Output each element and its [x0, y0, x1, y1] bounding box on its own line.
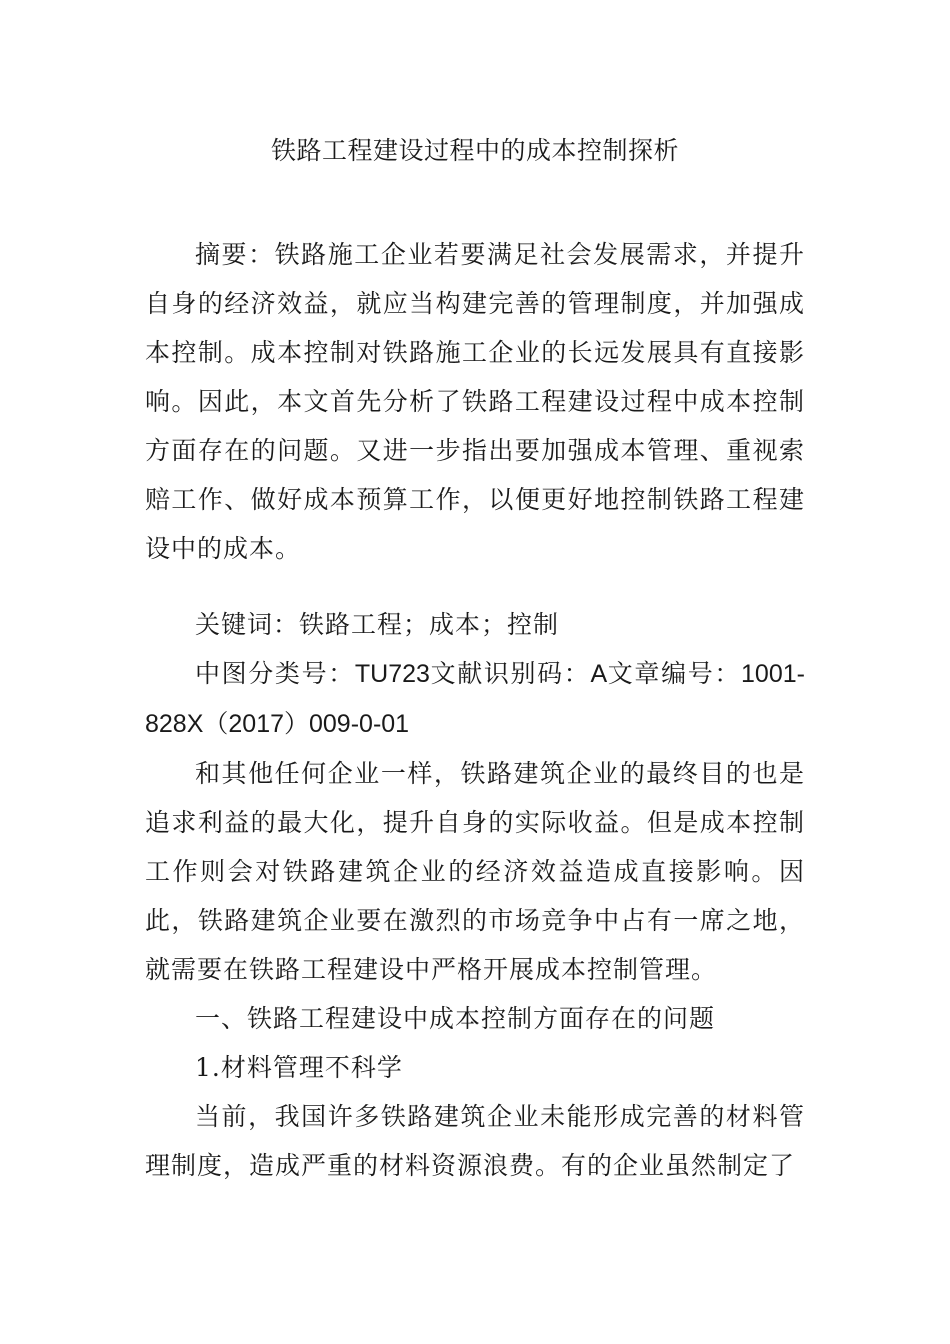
- article-no-label: 文章编号：: [607, 659, 742, 688]
- article-no-value: 1001-828X（2017）009-0-01: [145, 660, 805, 738]
- abstract-block: [145, 230, 805, 573]
- doc-code-value: A: [590, 660, 608, 688]
- document-title: 铁路工程建设过程中的成本控制探析: [270, 136, 679, 165]
- abstract-paragraph: 摘要：铁路施工企业若要满足社会发展需求，并提升自身的经济效益，就应当构建完善的管理制度，并加强成本控制。成本控制对铁路施工企业的长远发展具有直接影响。因此，本文首先分析了铁路工程建设过程中成本控制方面存在的问题。又进一步指出要加强成本管理、重视索赔工作、做好成本预算工作，以便更好地控制铁路工程建设中的成本。: [145, 240, 805, 563]
- subsection-heading: 1.材料管理不科学: [195, 1053, 403, 1082]
- doc-code-label: 文献识别码：: [429, 659, 591, 688]
- keywords-line: 关键词：铁路工程；成本；控制: [195, 610, 560, 639]
- intro-paragraph: 和其他任何企业一样，铁路建筑企业的最终目的也是追求利益的最大化，提升自身的实际收益。但是成本控制工作则会对铁路建筑企业的经济效益造成直接影响。因此，铁路建筑企业要在激烈的市场竞争中占有一席之地，就需要在铁路工程建设中严格开展成本控制管理。: [145, 759, 805, 984]
- subsection-paragraph: 当前，我国许多铁路建筑企业未能形成完善的材料管理制度，造成严重的材料资源浪费。有的企业虽然制定了: [145, 1102, 805, 1180]
- main-text-block: [145, 600, 805, 1190]
- clc-label: 中图分类号：: [195, 659, 355, 688]
- clc-value: TU723: [354, 660, 430, 688]
- classification-line: [145, 649, 805, 749]
- section-heading: 一、铁路工程建设中成本控制方面存在的问题: [195, 1004, 716, 1033]
